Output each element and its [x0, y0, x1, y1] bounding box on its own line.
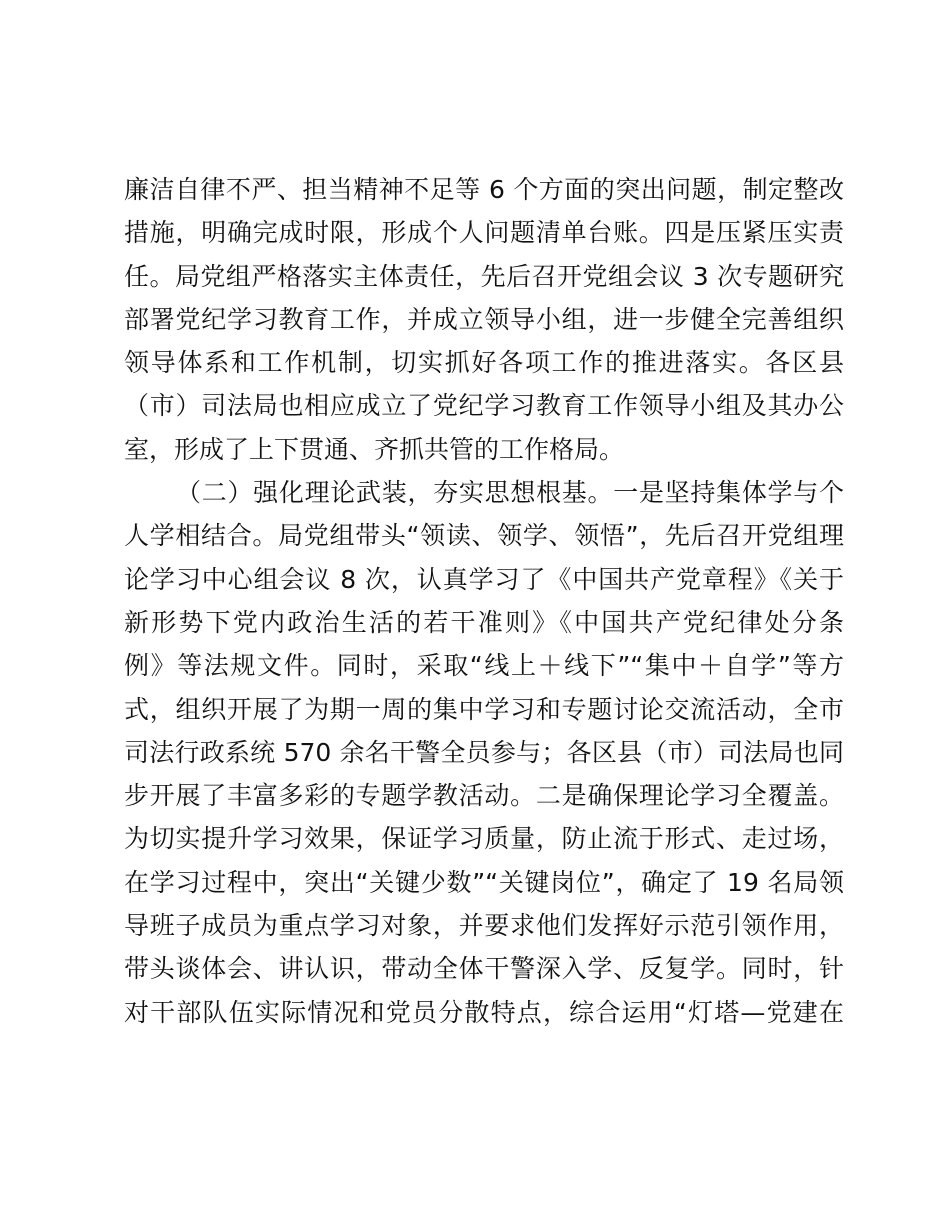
text-line: 论学习中心组会议 8 次，认真学习了《中国共产党章程》《关于 [124, 564, 844, 594]
text-line: 司法行政系统 570 余名干警全员参与；各区县（市）司法局也同 [124, 737, 844, 767]
text-line: 在学习过程中，突出“关键少数”“关键岗位”，确定了 19 名局领 [124, 867, 844, 897]
text-line: 措施，明确完成时限，形成个人问题清单台账。四是压紧压实责 [124, 218, 844, 248]
text-line: 导班子成员为重点学习对象，并要求他们发挥好示范引领作用， [124, 911, 844, 941]
text-line: 式，组织开展了为期一周的集中学习和专题讨论交流活动，全市 [124, 694, 844, 724]
text-line: 廉洁自律不严、担当精神不足等 6 个方面的突出问题，制定整改 [124, 175, 844, 204]
text-line: 带头谈体会、讲认识，带动全体干警深入学、反复学。同时，针 [124, 954, 844, 984]
body-text [124, 168, 844, 1034]
text-line: 步开展了丰富多彩的专题学教活动。二是确保理论学习全覆盖。 [124, 781, 844, 811]
paragraph-2 [124, 471, 844, 1034]
text-line: 任。局党组严格落实主体责任，先后召开党组会议 3 次专题研究 [124, 261, 844, 291]
text-line: 对干部队伍实际情况和党员分散特点，综合运用“灯塔—党建在 [124, 997, 844, 1027]
paragraph-1 [124, 168, 844, 471]
text-line: 部署党纪学习教育工作，并成立领导小组，进一步健全完善组织 [124, 304, 844, 334]
text-line: 领导体系和工作机制，切实抓好各项工作的推进落实。各区县 [124, 348, 844, 378]
text-line: 例》等法规文件。同时，采取“线上＋线下”“集中＋自学”等方 [124, 651, 844, 681]
text-line: 室，形成了上下贯通、齐抓共管的工作格局。 [124, 434, 625, 464]
text-line: 为切实提升学习效果，保证学习质量，防止流于形式、走过场， [124, 824, 844, 854]
text-line: （市）司法局也相应成立了党纪学习教育工作领导小组及其办公 [124, 391, 844, 421]
text-line: （二）强化理论武装，夯实思想根基。一是坚持集体学与个 [176, 478, 844, 508]
text-line: 人学相结合。局党组带头“领读、领学、领悟”，先后召开党组理 [124, 521, 844, 551]
text-line: 新形势下党内政治生活的若干准则》《中国共产党纪律处分条 [124, 607, 844, 637]
